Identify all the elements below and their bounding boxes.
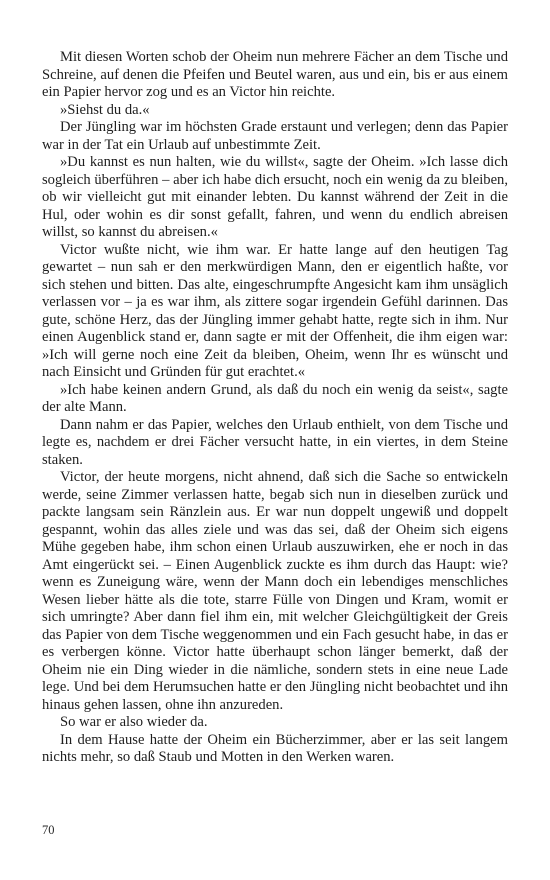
paragraph: Victor wußte nicht, wie ihm war. Er hatte lange auf den heutigen Tag gewartet – nun sah er den merkwürdigen Mann, den er eigentlich haßte, vor sich stehen und bitten. Das alte, eingeschrumpfte Angesicht kam ihm unsäglich verlassen vor – ja es war ihm, als zittere sogar irgendein Gefühl darinnen. Das gute, schöne Herz, das der Jüngling immer gehabt hatte, regte sich in ihm. Nur einen Augenblick stand er, dann sagte er mit der Offenheit, die ihm eigen war: »Ich will gerne noch eine Zeit da bleiben, Oheim, wenn Ihr es wünscht und nach Einsicht und Gründen für gut erachtet.« (42, 241, 508, 380)
paragraph: Victor, der heute morgens, nicht ahnend, daß sich die Sache so entwickeln werde, seine Zimmer verlassen hatte, begab sich nun in dieselben zurück und packte langsam sein Ränzlein aus. Er war nun doppelt ungewiß und doppelt gespannt, wohin das alles ziele und was das sei, daß der Oheim sich eigens Mühe gegeben habe, ihm schon einen Urlaub auszuwirken, ehe er noch in das Amt eingerückt sei. – Einen Augenblick zuckte es ihm durch das Haupt: wie? wenn es Zuneigung wäre, wenn der Mann doch ein lebendiges menschliches Wesen lieber hätte als die tote, starre Fülle von Dingen und Kram, womit er sich umringte? Aber dann fiel ihm ein, mit welcher Gleichgültigkeit der Greis das Papier von dem Tische weggenommen und ein Fach gesucht habe, in das er es verbergen könne. Victor hatte überhaupt schon länger bemerkt, daß der Oheim nie ein Ding wieder in die nämliche, sondern stets in eine neue Lade lege. Und bei dem Herumsuchen hatte er den Jüngling nicht beobachtet und ihn hinaus gehen lassen, ohne ihn anzureden. (42, 469, 508, 713)
paragraph: Dann nahm er das Papier, welches den Urlaub enthielt, von dem Tische und legte es, nachdem er drei Fächer versucht hatte, in ein viertes, in dem Steine staken. (42, 416, 508, 468)
paragraph: In dem Hause hatte der Oheim ein Bücherzimmer, aber er las seit langem nichts mehr, so daß Staub und Motten in den Werken waren. (42, 731, 508, 765)
paragraph: So war er also wieder da. (60, 714, 208, 730)
paragraph: »Siehst du da.« (60, 101, 150, 118)
body-text (42, 49, 508, 767)
paragraph: »Ich habe keinen andern Grund, als daß du noch ein wenig da seist«, sagte der alte Mann. (42, 381, 508, 415)
paragraph: Der Jüngling war im höchsten Grade erstaunt und verlegen; denn das Papier war in der Tat ein Urlaub auf unbestimmte Zeit. (42, 119, 508, 153)
paragraph: »Du kannst es nun halten, wie du willst«, sagte der Oheim. »Ich lasse dich sogleich überführen – aber ich habe dich ersucht, noch ein wenig da zu bleiben, ob wir vielleicht gut mit einander lebten. Du kannst während der Zeit in die Hul, oder wohin es dir sonst gefallt, fahren, und wenn du endlich abreisen willst, so kannst du abreisen.« (42, 154, 508, 240)
paragraph: Mit diesen Worten schob der Oheim nun mehrere Fächer an dem Tische und Schreine, auf denen die Pfeifen und Beutel waren, aus und ein, bis er aus einem ein Papier hervor zog und es an Victor hin reichte. (42, 49, 508, 100)
page-number: 70 (42, 823, 55, 837)
